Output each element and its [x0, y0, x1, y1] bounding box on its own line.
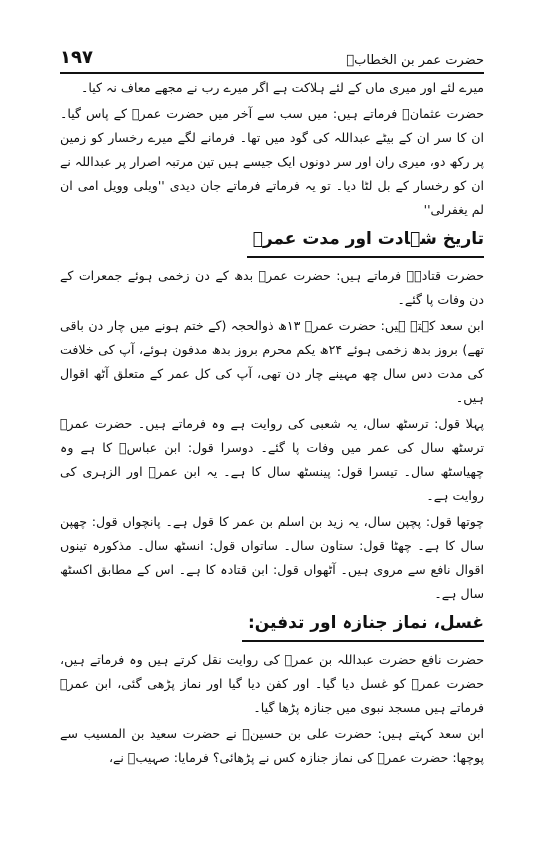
paragraph-6: چوتھا قول: پچپن سال، یہ زید بن اسلم بن عمر کا قول ہے۔ پانچواں قول: چھپن سال کا ہے۔ چھٹا قول: ستاون سال۔ ساتواں قول: انسٹھ سال۔ مذکورہ تینوں اقوال نافع سے مروی ہیں۔ آٹھواں قول: ابن قتادہ کا ہے۔ اس کے مطابق اکسٹھ سال ہے۔ [60, 514, 484, 601]
page-number: ١٩٧ [60, 47, 93, 68]
page-header [60, 34, 484, 74]
paragraph-5: پہلا قول: ترسٹھ سال، یہ شعبی کی روایت ہے وہ فرماتے ہیں۔ حضرت عمرؓ ترسٹھ سال کی عمر میں وفات پا گئے۔ دوسرا قول: ابن عباسؓ کا ہے وہ چھیاسٹھ سال۔ تیسرا قول: پینسٹھ سال کا ہے۔ یہ ابن عمرؓ اور الزہری کی روایت ہے۔ [60, 416, 484, 503]
running-title: حضرت عمر بن الخطابؓ [346, 53, 484, 68]
paragraph-2: حضرت عثمانؓ فرماتے ہیں: میں سب سے آخر میں حضرت عمرؓ کے پاس گیا۔ ان کا سر ان کے بیٹے عبداللہ کی گود میں تھا۔ فرمانے لگے میرے رخسار کو زمین پر رکھ دو، میری ران اور سر دونوں ایک جیسے ہیں تین مرتبہ اصرار پر عبداللہ نے ان کو رخسار کے بل لٹا دیا۔ تو یہ فرماتے فرماتے جان دیدی ''ویلی وویل امی ان لم یغفرلی'' [60, 106, 484, 217]
section-heading-martyrdom-text: تاریخ شہادت اور مدت عمرؓ [247, 224, 484, 258]
section-heading-martyrdom [60, 224, 484, 258]
section-heading-funeral-text: غسل، نماز جنازہ اور تدفین: [242, 608, 484, 642]
paragraph-8: ابن سعد کہتے ہیں: حضرت علی بن حسینؓ نے حضرت سعید بن المسیب سے پوچھا: حضرت عمرؓ کی نماز جنازہ کس نے پڑھائی؟ فرمایا: صہیبؓ نے، [60, 726, 484, 765]
paragraph-3: حضرت قتادہؓ فرماتے ہیں: حضرت عمرؓ بدھ کے دن زخمی ہوئے جمعرات کے دن وفات پا گئے۔ [60, 268, 484, 307]
paragraph-4: ابن سعد کہتے ہیں: حضرت عمرؓ ۱۳ھ ذوالحجہ (کے ختم ہونے میں چار دن باقی تھے) بروز بدھ زخمی ہوئے ۲۴ھ یکم محرم بروز بدھ مدفون ہوئے، آپ کی خلافت کی مدت دس سال چھ مہینے چار دن تھی، آپ کی کل عمر کے متعلق آٹھ اقوال ہیں۔ [60, 318, 485, 405]
page-body [60, 76, 484, 772]
paragraph-1: میرے لئے اور میری ماں کے لئے ہلاکت ہے اگر میرے رب نے مجھے معاف نہ کیا۔ [81, 80, 484, 95]
paragraph-7: حضرت نافع حضرت عبداللہ بن عمرؓ کی روایت نقل کرتے ہیں وہ فرماتے ہیں، حضرت عمرؓ کو غسل دیا گیا۔ اور کفن دیا گیا اور نماز پڑھی گئی، ابن عمرؓ فرماتے ہیں مسجد نبوی میں جنازہ پڑھا گیا۔ [60, 652, 484, 715]
section-heading-funeral [60, 608, 484, 642]
